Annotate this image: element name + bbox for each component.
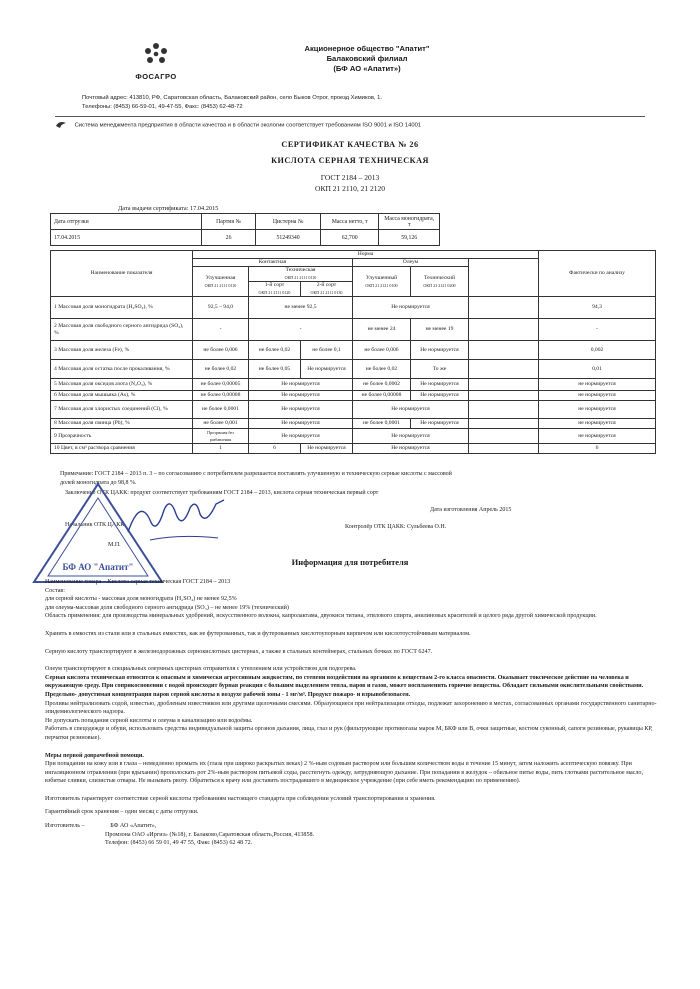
table-cell: Не нормируется [353, 297, 469, 319]
table-cell: Не нормируется [411, 379, 469, 391]
issue-date: Дата выдачи сертификата: 17.04.2015 [118, 205, 219, 212]
certificate-title: СЕРТИФИКАТ КАЧЕСТВА № 26 [281, 140, 419, 149]
table-cell: Прозрачная без разбавления [193, 429, 249, 444]
sub-header: Улучшенная [205, 274, 236, 281]
table-header [301, 282, 353, 297]
table-cell: 7 Массовая доля хлористых соединений (Cl), % [51, 401, 193, 419]
org-line: (БФ АО «Апатит») [333, 64, 401, 73]
table-header [353, 267, 411, 297]
table-cell: 1 [193, 444, 249, 454]
logo-name: ФОСАГРО [135, 72, 177, 81]
org-line: Акционерное общество "Апатит" [304, 44, 430, 53]
table-cell: не более 0,02 [193, 360, 249, 379]
first-aid-heading: Меры первой доврачебной помощи. [45, 752, 144, 759]
table-cell: Не нормируется [249, 419, 353, 429]
table-cell: не более 0,00005 [193, 379, 249, 391]
phone-line: Телефоны: (8453) 66-59-01, 49-47-55, Факс: (8453) 62-48-72 [82, 103, 243, 110]
table-cell: не нормируется [539, 379, 656, 391]
table-cell: - [249, 319, 353, 341]
okp-code: ОКП 21 2111 0130 [310, 290, 343, 295]
gost-code: ГОСТ 2184 – 2013 [320, 173, 380, 182]
table-cell: Не нормируется [411, 419, 469, 429]
table-cell: не нормируется [539, 429, 656, 444]
sub-header: 2-й сорт [316, 282, 337, 288]
table-cell [469, 419, 539, 429]
table-cell [469, 429, 539, 444]
table-row [51, 319, 656, 341]
iso-swirl-icon [55, 120, 67, 130]
signature [120, 490, 230, 550]
info-paragraph: Серную кислоту транспортируют в железнодорожных сернокислотных цистернах, а также в стальных контейнерах, стальных бочках по ГОСТ 6247. [45, 648, 433, 655]
table-cell: Не нормируется [301, 444, 353, 454]
info-title: Информация для потребителя [291, 557, 409, 567]
table-cell: 6 [249, 444, 301, 454]
table-cell: 1 Массовая доля моногидрата (H₂SO₄), % [51, 297, 193, 319]
table-cell: 94,3 [539, 297, 656, 319]
table-cell: 62,700 [320, 230, 379, 246]
table-cell: не нормируется [539, 401, 656, 419]
sub-header: Технический [423, 274, 456, 281]
table-cell [469, 297, 539, 319]
table-cell [469, 444, 539, 454]
table-row [51, 360, 656, 379]
info-paragraph: При попадании на кожу или в глаза – немедленно промыть их (глаза при широко раскрытых веках) 2 %-ным содовым раствором или большим количеством воды в течение 15 минут, затем наложить асептическую повязку. При ингаляционном отравлении (при вдыхании) прополоскать рот 2%-ным раствором питьевой соды, расстегнуть одежду, затрудняющую дыхание. При попадании в желудок – обильное питье воды, пить глотками растительное масло, взбитые сливки, слизистые отвары. Не вызывать рвоту. Обратиться к врачу или доставить пострадавшего в медицинское учреждение (при себе иметь рекомендацию по применению). [45, 761, 643, 785]
info-paragraph: Область применения: для производства минеральных удобрений, искусственного волокна, капролактама, двуокиси титана, этилового спирта, анилиновых красителей и целого ряда другой химической продукции. [45, 613, 597, 620]
table-cell: Не нормируется [353, 429, 469, 444]
table-cell: не более 0,006 [353, 341, 411, 360]
consumer-info [45, 578, 660, 848]
table-cell [469, 259, 539, 297]
controller-line: Контролёр ОТК ЦАКК: Сульбеева О.Н. [345, 524, 447, 530]
table-cell: 17.04.2015 [51, 230, 202, 246]
table-cell: не более 0,00008 [193, 391, 249, 401]
table-cell: То же [411, 360, 469, 379]
table-header: Олеум [353, 259, 469, 267]
table-row [51, 251, 656, 259]
table-cell: 0,002 [539, 341, 656, 360]
table-cell: 9 Прозрачность [51, 429, 193, 444]
quality-table [50, 250, 656, 454]
table-cell: Не нормируется [353, 444, 469, 454]
table-cell: не более 0,0002 [353, 379, 411, 391]
sub-header: Техническая [285, 267, 316, 273]
info-paragraph: для серной кислоты - массовая доля моногидрата (H₂SO₄) не менее 92,5% [45, 596, 237, 603]
table-header: Партия № [201, 214, 255, 230]
table-cell: 3 Массовая доля железа (Fe), % [51, 341, 193, 360]
table-header: Дата отгрузки [51, 214, 202, 230]
info-paragraph: Наименование товара – Кислота серная техническая ГОСТ 2184 – 2013 [45, 579, 231, 585]
table-cell: 0,01 [539, 360, 656, 379]
table-cell: не нормируется [539, 391, 656, 401]
table-cell: 5 Массовая доля оксидов азота (N₂O₃), % [51, 379, 193, 391]
standard-codes [250, 172, 450, 194]
iso-text: Система менеджмента предприятия в области качества и в области экологии соответствует требованиям ISO 9001 и ISO 14001 [74, 122, 422, 129]
table-cell: не более 0,05 [249, 360, 301, 379]
stamp-org-text: БФ АО "Апатит" [62, 562, 134, 572]
postal-address [82, 94, 642, 111]
table-cell: 51249340 [256, 230, 321, 246]
iso-statement [55, 116, 645, 130]
manufacturer-phone: Телефон: (8453) 66 59 01, 49 47 55, Факс (8453) 62 48 72. [105, 840, 253, 847]
table-header [249, 282, 301, 297]
table-cell: не более 0,006 [193, 341, 249, 360]
info-paragraph: Работать в спецодежде и обуви, использовать средства индивидуальной защиты органов дыхания, лица, глаз и рук (фильтрующие противогазы марок М, БКФ или В, очки защитные, костюм суконный, сапоги резиновые, рукавицы КР, перчатки резиновые). [45, 726, 653, 741]
table-header [411, 267, 469, 297]
manufacture-date: Дата изготовления Апрель 2015 [430, 507, 512, 513]
info-paragraph: Хранить в емкостях из стали или в стальных емкостях, как не футерованных, так и футерованных кислотоупорным кирпичом или кислотоустойчивым материалом. [45, 630, 471, 637]
table-cell: 26 [201, 230, 255, 246]
table-cell: не менее 24 [353, 319, 411, 341]
table-cell: 92,5 – 94,0 [193, 297, 249, 319]
table-cell [469, 319, 539, 341]
table-cell: не более 0,00008 [353, 391, 411, 401]
info-paragraph [45, 674, 660, 700]
sub-header: Улучшенный [365, 274, 398, 281]
table-header: Наименование показателя [51, 251, 193, 297]
table-cell: не более 0,02 [249, 341, 301, 360]
manufacturer-block [45, 822, 660, 831]
info-paragraph: Олеум транспортируют в специальных олеумных цистернах отправителя с утеплением или устройством для подогрева. [45, 666, 357, 673]
table-cell: не менее 19 [411, 319, 469, 341]
sub-header: 1-й сорт [264, 282, 285, 288]
organization-name [262, 44, 472, 74]
okp-code: ОКП 21 2110, 21 2120 [315, 184, 385, 193]
table-cell: не более 0,02 [353, 360, 411, 379]
manufacturer-name: БФ АО «Апатит», [110, 823, 157, 830]
table-row [51, 341, 656, 360]
table-row [51, 429, 656, 444]
table-cell: Не нормируется [249, 391, 353, 401]
info-paragraph: Проливы нейтрализовать содой, известью, дробленым известняком или другими щелочными смесями. Образующиеся при нейтрализации отходы, подлежат захоронению в местах, согласованных органами государственного санитарно-эпидемиологического надзора. [45, 700, 657, 716]
table-cell [469, 360, 539, 379]
seal-mark: М.П. [108, 542, 121, 548]
head-label: Начальник ОТК ЦАКК [65, 522, 125, 528]
table-cell: не более 0,001 [193, 419, 249, 429]
table-header [249, 267, 353, 282]
table-cell: Не нормируется [249, 429, 353, 444]
note-line: долей моногидрата до 98,8 %. [60, 480, 137, 486]
table-row [51, 419, 656, 429]
org-line: Балаковский филиал [326, 54, 408, 63]
table-cell: Не нормируется [249, 379, 353, 391]
table-cell: Не нормируется [249, 401, 353, 419]
note-line: Примечание: ГОСТ 2184 – 2013 п. 3 – по согласованию с потребителем разрешается поставлять улучшенную и техническую серные кислоты с массовой [60, 471, 452, 477]
okp-code: ОКП 21 2111 0110 [204, 282, 237, 288]
table-cell [469, 391, 539, 401]
table-row [51, 391, 656, 401]
table-header: Масса нетто, т [320, 214, 379, 230]
address-line: Почтовый адрес: 413810, РФ, Саратовская область, Балаковский район, село Быков Отрог, проезд Химиков, 1. [82, 95, 382, 101]
table-cell: 2 Массовая доля свободного серного ангидрида (SO₃), % [51, 319, 193, 341]
table-cell: 4 Массовая доля остатка после прокаливания, % [51, 360, 193, 379]
table-header: Цистерна № [256, 214, 321, 230]
table-cell: - [193, 319, 249, 341]
table-cell: 6 [539, 444, 656, 454]
info-paragraph: Гарантийный срок хранения – один месяц с даты отгрузки. [45, 809, 199, 816]
okp-code: ОКП 21 2121 0200 [423, 282, 456, 288]
table-cell [469, 341, 539, 360]
phosagro-logo-icon [141, 40, 171, 70]
table-header [193, 267, 249, 297]
table-cell: Не нормируется [353, 401, 469, 419]
okp-code: ОКП 21 2111 0110 [284, 275, 317, 280]
table-header: Фактически по анализу [539, 251, 656, 297]
info-paragraph: Состав: [45, 587, 65, 594]
table-cell: не более 0,0001 [353, 419, 411, 429]
table-header: Контактная [193, 259, 353, 267]
info-paragraph [45, 752, 660, 761]
table-cell: - [539, 319, 656, 341]
table-cell: не нормируется [539, 419, 656, 429]
table-cell: 10 Цвет, в см³ раствора сравнения [51, 444, 193, 454]
manufacturer-label: Изготовитель – [45, 823, 85, 830]
table-row [51, 297, 656, 319]
table-cell: 6 Массовая доля мышьяка (As), % [51, 391, 193, 401]
table-cell [469, 401, 539, 419]
info-paragraph: для олеума-массовая доля свободного серного ангидрида (SO₃) – не менее 19% (технический) [45, 604, 289, 611]
hazard-text: Серная кислота техническая относится к опасным и химически агрессивным жидкостям, по степени воздействия на организм к веществам 2-го класса опасности. Оказывает токсическое действие на человека и окружающую среду. При соприкосновении с водой происходит бурная реакция с большим выделением тепла, паров и газов, может воспламенить горючие вещества. Обладает сильными окислительными свойствами. Предельно- допустимая концентрация паров серной кислоты в воздухе рабочей зоны - 1 мг/м³. Продукт пожаро- и взрывобезопасен. [45, 674, 644, 698]
table-cell: не более 0,1 [301, 341, 353, 360]
table-row [51, 214, 440, 230]
table-cell [469, 379, 539, 391]
manufacturer-address: Промзона ОАО «Иргиз» (№18), г. Балаково,Саратовская область,Россия, 413858. [105, 831, 315, 838]
table-cell: 59,126 [379, 230, 440, 246]
company-logo [128, 40, 184, 92]
table-cell: не менее 92,5 [249, 297, 353, 319]
table-row [51, 230, 440, 246]
info-paragraph: Изготовитель гарантирует соответствие серной кислоты требованиям настоящего стандарта при соблюдении условий транспортирования и хранения. [45, 795, 436, 802]
table-row [51, 401, 656, 419]
table-cell: не более 0,0001 [193, 401, 249, 419]
table-header: Масса моногидрата, т [379, 214, 440, 230]
table-row [51, 379, 656, 391]
okp-code: ОКП 21 2121 0100 [365, 282, 398, 288]
product-title: КИСЛОТА СЕРНАЯ ТЕХНИЧЕСКАЯ [271, 156, 429, 165]
shipment-table [50, 213, 440, 246]
conclusion: Заключение ОТК ЦАКК: продукт соответствует требованиям ГОСТ 2184 – 2013, кислота серная техническая первый сорт [65, 490, 379, 496]
okp-code: ОКП 21 2111 0120 [258, 290, 291, 295]
table-cell: 8 Массовая доля свинца (Pb), % [51, 419, 193, 429]
table-header: Норма [193, 251, 539, 259]
table-row [51, 444, 656, 454]
table-cell: Не нормируется [411, 341, 469, 360]
table-cell: Не нормируется [411, 391, 469, 401]
info-paragraph: Не допускать попадания серной кислоты и олеума в канализацию или водоёмы. [45, 717, 253, 724]
table-cell: Не нормируется [301, 360, 353, 379]
